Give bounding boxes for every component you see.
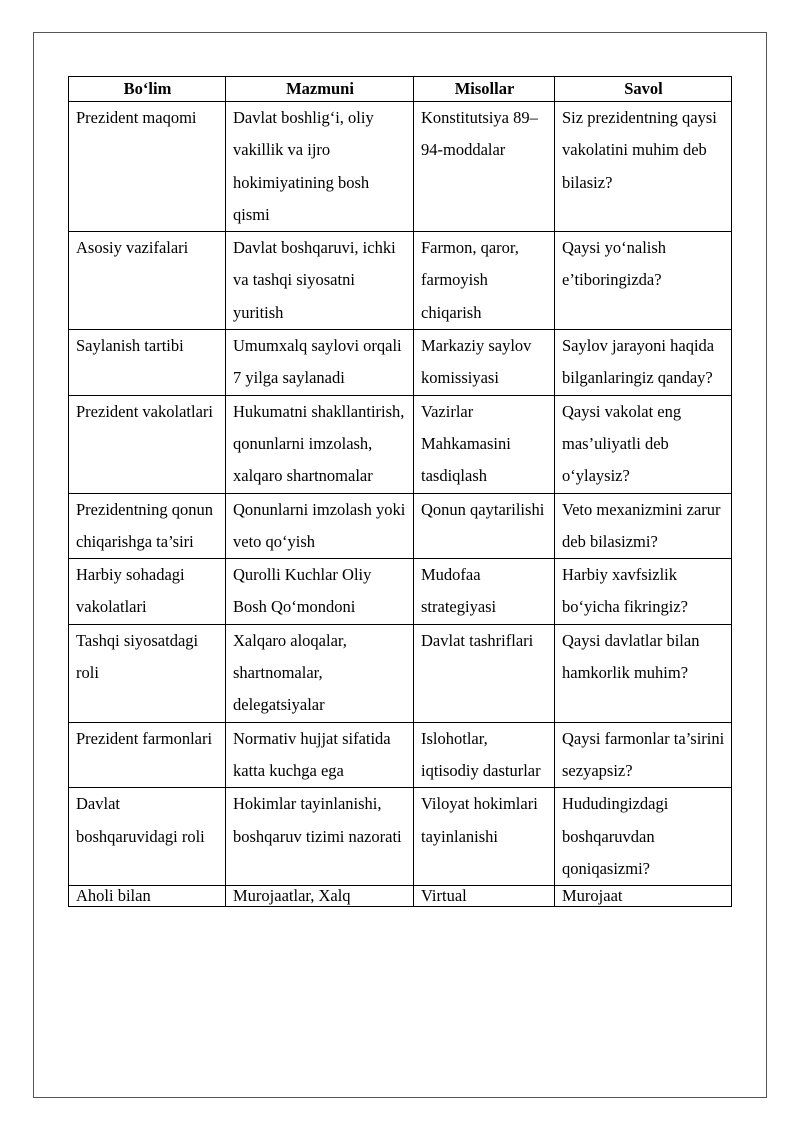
table-cell: Prezidentning qonun chiqarishga ta’siri [69, 493, 226, 559]
table-cell: Saylanish tartibi [69, 330, 226, 396]
table-cell: Hukumatni shakllantirish, qonunlarni imzolash, xalqaro shartnomalar [226, 395, 414, 493]
table-cell: Markaziy saylov komissiyasi [414, 330, 555, 396]
content-table [68, 76, 732, 907]
table-cell: Davlat boshqaruvi, ichki va tashqi siyosatni yuritish [226, 232, 414, 330]
table-row [69, 624, 732, 722]
table-cell: Harbiy sohadagi vakolatlari [69, 559, 226, 625]
table-cell: Qonun qaytarilishi [414, 493, 555, 559]
table-row [69, 722, 732, 788]
table-cell: Davlat boshlig‘i, oliy vakillik va ijro hokimiyatining bosh qismi [226, 102, 414, 232]
table-cell: Normativ hujjat sifatida katta kuchga ega [226, 722, 414, 788]
table-cell: Saylov jarayoni haqida bilganlaringiz qanday? [555, 330, 732, 396]
table-cell: Qaysi davlatlar bilan hamkorlik muhim? [555, 624, 732, 722]
table-cell: Xalqaro aloqalar, shartnomalar, delegatsiyalar [226, 624, 414, 722]
table-cell: Qaysi farmonlar ta’sirini sezyapsiz? [555, 722, 732, 788]
table-cell: Prezident farmonlari [69, 722, 226, 788]
table-cell: Davlat tashriflari [414, 624, 555, 722]
table-row [69, 102, 732, 232]
table-cell: Umumxalq saylovi orqali 7 yilga saylanadi [226, 330, 414, 396]
table-cell: Hokimlar tayinlanishi, boshqaruv tizimi nazorati [226, 788, 414, 886]
table-cell: Asosiy vazifalari [69, 232, 226, 330]
table-header-row [69, 77, 732, 102]
table-cell: Qonunlarni imzolash yoki veto qo‘yish [226, 493, 414, 559]
table-cell: Farmon, qaror, farmoyish chiqarish [414, 232, 555, 330]
table-cell: Konstitutsiya 89–94-moddalar [414, 102, 555, 232]
table-cell: Aholi bilan [69, 886, 226, 907]
table-cell: Veto mexanizmini zarur deb bilasizmi? [555, 493, 732, 559]
header-mazmuni: Mazmuni [226, 77, 414, 102]
table-cell: Davlat boshqaruvidagi roli [69, 788, 226, 886]
table-cell: Qaysi vakolat eng mas’uliyatli deb o‘ylaysiz? [555, 395, 732, 493]
table-cell: Virtual [414, 886, 555, 907]
table-cell: Islohotlar, iqtisodiy dasturlar [414, 722, 555, 788]
table-cell: Prezident maqomi [69, 102, 226, 232]
header-bolim: Bo‘lim [69, 77, 226, 102]
table-cell: Siz prezidentning qaysi vakolatini muhim deb bilasiz? [555, 102, 732, 232]
table-cell: Vazirlar Mahkamasini tasdiqlash [414, 395, 555, 493]
table-cell: Prezident vakolatlari [69, 395, 226, 493]
table-cell: Mudofaa strategiyasi [414, 559, 555, 625]
table-cell: Hududingizdagi boshqaruvdan qoniqasizmi? [555, 788, 732, 886]
table-row [69, 559, 732, 625]
table-row [69, 232, 732, 330]
table-cell: Murojaat [555, 886, 732, 907]
header-savol: Savol [555, 77, 732, 102]
table-row-partial [69, 886, 732, 907]
table-cell: Qaysi yo‘nalish e’tiboringizda? [555, 232, 732, 330]
table-row [69, 493, 732, 559]
table-cell: Viloyat hokimlari tayinlanishi [414, 788, 555, 886]
table-row [69, 395, 732, 493]
table-row [69, 330, 732, 396]
table-cell: Murojaatlar, Xalq [226, 886, 414, 907]
table-cell: Harbiy xavfsizlik bo‘yicha fikringiz? [555, 559, 732, 625]
table-row [69, 788, 732, 886]
table-cell: Tashqi siyosatdagi roli [69, 624, 226, 722]
table-cell: Qurolli Kuchlar Oliy Bosh Qo‘mondoni [226, 559, 414, 625]
header-misollar: Misollar [414, 77, 555, 102]
